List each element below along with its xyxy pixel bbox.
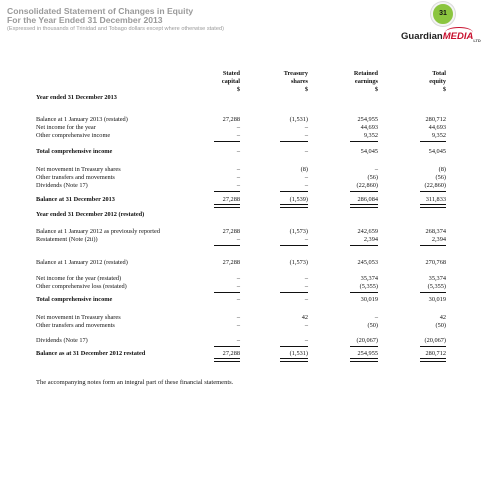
underline	[280, 141, 308, 142]
col-header-stated-capital: Stated capital $	[221, 70, 240, 93]
underline	[420, 292, 446, 293]
double-underline	[280, 204, 308, 208]
col-header-treasury-shares: Treasury shares $	[283, 70, 308, 93]
section-heading-2012: Year ended 31 December 2012 (restated)	[36, 211, 145, 218]
equity-changes-table: Stated capital $ Treasury shares $ Retained earnings $ Total equity $ Year ended 31 December 2013 Balance at 1 January 2013 (restated) 27,288 (1,531) 254,955 280,712 Net income for the year – – 44,693 44,693 Other comprehensive income – – 9,352 9,352 Total comprehensive income – – 54,045 54,045 Net movement in Treasury shares – (8) – (8) Other transfers and movements – – (56) (56) Dividends (Note 17) – – (22,860) (22,860) Balance at 31 December 2013 27,288 (1,539) 286,084 311,833 Year ended 31 December 2012 (restated) Balance at 1 January 2012 as previously reported 27,288 (1,573) 242,659 268,374 Restatement (Note (2ii)) – – 2,394 2,394 Balance at 1 January 2012 (restated) 27,288 (1,573) 245,053 270,768 Net income for the year (restated) – – 35,374 35,374 Other comprehensive loss (restated) – – (5,355) (5,355) Total comprehensive income – – 30,019 30,019 Net movement in Treasury shares – 42 – 42 Other transfers and movements – – (50) (50) Dividends (Note 17) – – (20,067) (20,067) Balance as at 31 December 2012 restated 27,288 (1,531) 254,955 280,712	[0, 0, 479, 480]
underline	[350, 245, 378, 246]
underline	[420, 245, 446, 246]
underline	[214, 292, 240, 293]
underline	[214, 141, 240, 142]
underline	[280, 346, 308, 347]
logo-guardian-text: Guardian	[401, 31, 443, 42]
underline	[420, 141, 446, 142]
page-number-badge: 31	[431, 2, 455, 26]
underline	[214, 245, 240, 246]
double-underline	[214, 358, 240, 362]
col-header-retained-earnings: Retained earnings $	[353, 70, 378, 93]
underline	[420, 346, 446, 347]
logo-ltd-text: LTD	[473, 37, 481, 43]
footnote: The accompanying notes form an integral part of these financial statements.	[36, 379, 234, 386]
statement-title: Consolidated Statement of Changes in Equity	[7, 6, 194, 16]
underline	[214, 191, 240, 192]
underline	[350, 346, 378, 347]
col-header-total-equity: Total equity $	[429, 70, 446, 93]
double-underline	[214, 204, 240, 208]
double-underline	[420, 204, 446, 208]
section-heading-2013: Year ended 31 December 2013	[36, 94, 117, 101]
statement-period: For the Year Ended 31 December 2013	[7, 15, 163, 25]
double-underline	[350, 358, 378, 362]
underline	[350, 191, 378, 192]
logo-media-text: MEDIA	[442, 31, 474, 42]
double-underline	[350, 204, 378, 208]
underline	[420, 191, 446, 192]
underline	[280, 245, 308, 246]
underline	[280, 292, 308, 293]
statement-subtitle: (Expressed in thousands of Trinidad and Tobago dollars except where otherwise stated)	[7, 26, 224, 32]
underline	[280, 191, 308, 192]
double-underline	[280, 358, 308, 362]
underline	[350, 292, 378, 293]
double-underline	[420, 358, 446, 362]
underline	[214, 346, 240, 347]
underline	[350, 141, 378, 142]
